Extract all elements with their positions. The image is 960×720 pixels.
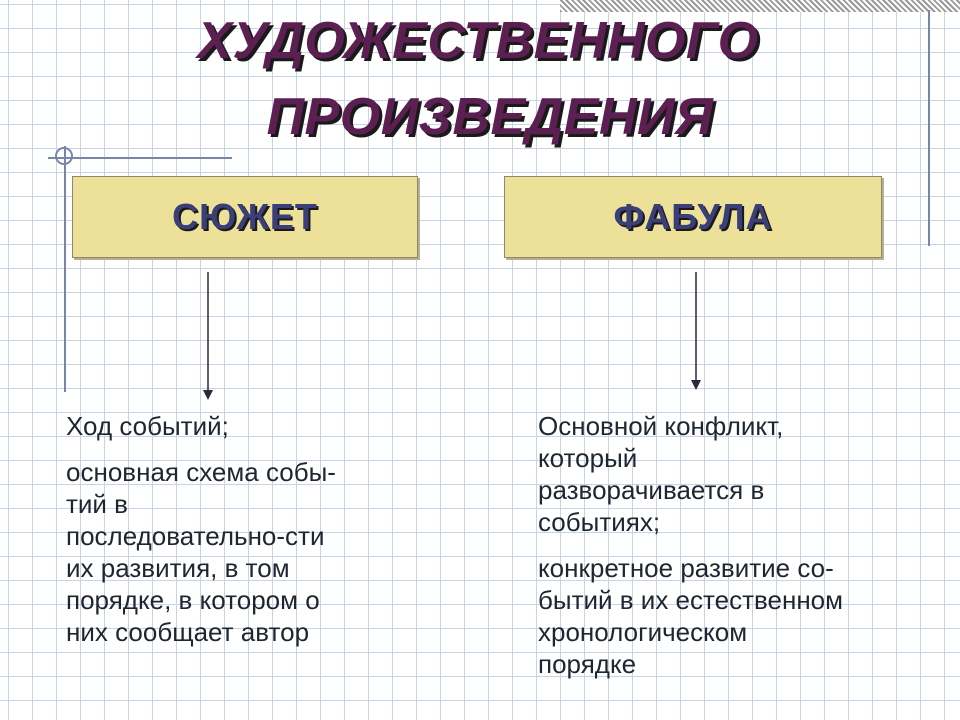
left-arrow (203, 272, 213, 400)
fabula-box (504, 176, 882, 258)
syuzhet-description (66, 410, 406, 662)
decorative-vertical-line (64, 146, 66, 392)
title-line-2: ПРОИЗВЕДЕНИЯ (266, 88, 714, 146)
fabula-para-2: конкретное развитие со- бытий в их естественном хронологическом порядке (538, 553, 844, 679)
decorative-circle (55, 147, 73, 165)
syuzhet-label: СЮЖЕТ (172, 196, 318, 237)
title-line-1: ХУДОЖЕСТВЕННОГО (197, 12, 759, 70)
syuzhet-box (72, 176, 418, 258)
decorative-horizontal-line (48, 157, 232, 159)
decorative-right-line (928, 10, 930, 246)
right-arrow (691, 272, 701, 390)
fabula-para-1: Основной конфликт, который разворачивается в событиях; (538, 411, 784, 537)
syuzhet-para-1: Ход событий; (66, 411, 229, 441)
fabula-label: ФАБУЛА (613, 196, 773, 237)
fabula-description (538, 410, 938, 694)
syuzhet-para-2: основная схема собы- тий в последовательно-сти их развития, в том порядке, в котором о них сообщает автор (66, 457, 336, 647)
